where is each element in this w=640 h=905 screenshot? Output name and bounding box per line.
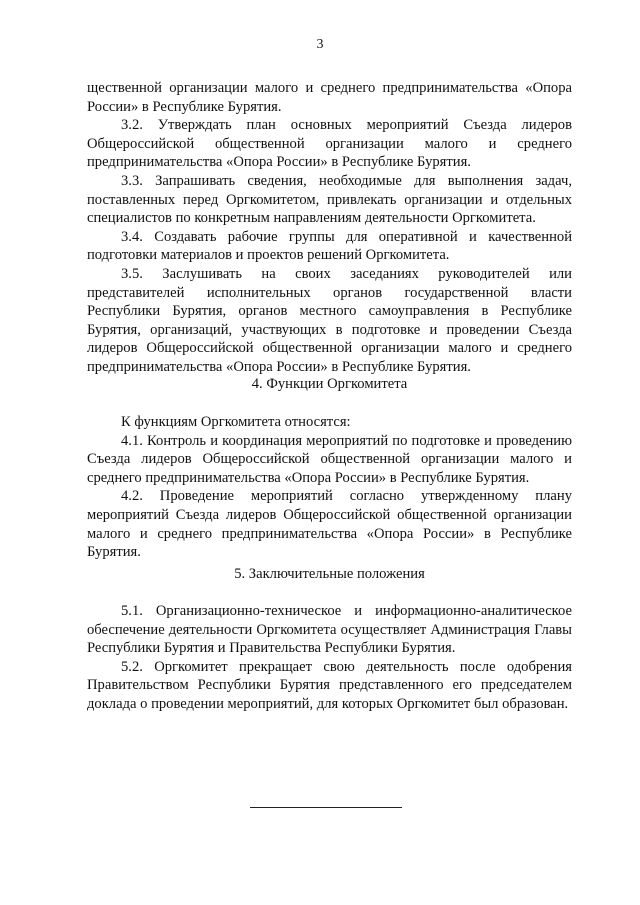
paragraph-4-1: 4.1. Контроль и координация мероприятий по подготовке и проведению Съезда лидеров Общероссийской общественной организации малого и среднего предпринимательства «Опора России» в Республике Бурятия. xyxy=(87,432,572,486)
paragraph-3-2: 3.2. Утверждать план основных мероприятий Съезда лидеров Общероссийской общественной организации малого и среднего предпринимательства «Опора России» в Республике Бурятия. xyxy=(87,117,572,171)
section5-body xyxy=(87,602,572,714)
paragraph-5-2: 5.2. Оргкомитет прекращает свою деятельность после одобрения Правительством Республики Бурятия представленного его председателем доклада о проведении мероприятий, для которых Оргкомитет был образован. xyxy=(87,658,572,712)
paragraph-continuation: щественной организации малого и среднего предпринимательства «Опора России» в Республике Бурятия. xyxy=(87,80,572,115)
paragraph-5-1: 5.1. Организационно-техническое и информационно-аналитическое обеспечение деятельности Оргкомитета осуществляет Администрация Главы Республики Бурятия и Правительства Республики Бурятия. xyxy=(87,603,572,657)
section4-heading: 4. Функции Оргкомитета xyxy=(251,376,408,392)
section3-continuation xyxy=(87,79,572,377)
paragraph-3-5: 3.5. Заслушивать на своих заседаниях руководителей или представителей исполнительных органов государственной власти Республики Бурятия, органов местного самоуправления в Республике Бурятия, организаций, участвующих в подготовке и проведении Съезда лидеров Общероссийской общественной организации малого и среднего предпринимательства «Опора России» в Республике Бурятия. xyxy=(87,265,572,375)
section5-heading: 5. Заключительные положения xyxy=(234,566,425,582)
section4-body xyxy=(87,413,572,562)
paragraph-4-2: 4.2. Проведение мероприятий согласно утвержденному плану мероприятий Съезда лидеров Общероссийской общественной организации малого и среднего предпринимательства «Опора России» в Республике Бурятия. xyxy=(87,488,572,561)
paragraph-4-intro: К функциям Оргкомитета относятся: xyxy=(121,414,351,430)
page-number: 3 xyxy=(316,37,324,52)
paragraph-3-4: 3.4. Создавать рабочие группы для оперативной и качественной подготовки материалов и проектов решений Оргкомитета. xyxy=(87,228,572,264)
end-rule xyxy=(250,807,402,808)
paragraph-3-3: 3.3. Запрашивать сведения, необходимые для выполнения задач, поставленных перед Оргкомитетом, привлекать организации и отдельных специалистов по конкретным направлениям деятельности Оргкомитета. xyxy=(87,172,572,227)
